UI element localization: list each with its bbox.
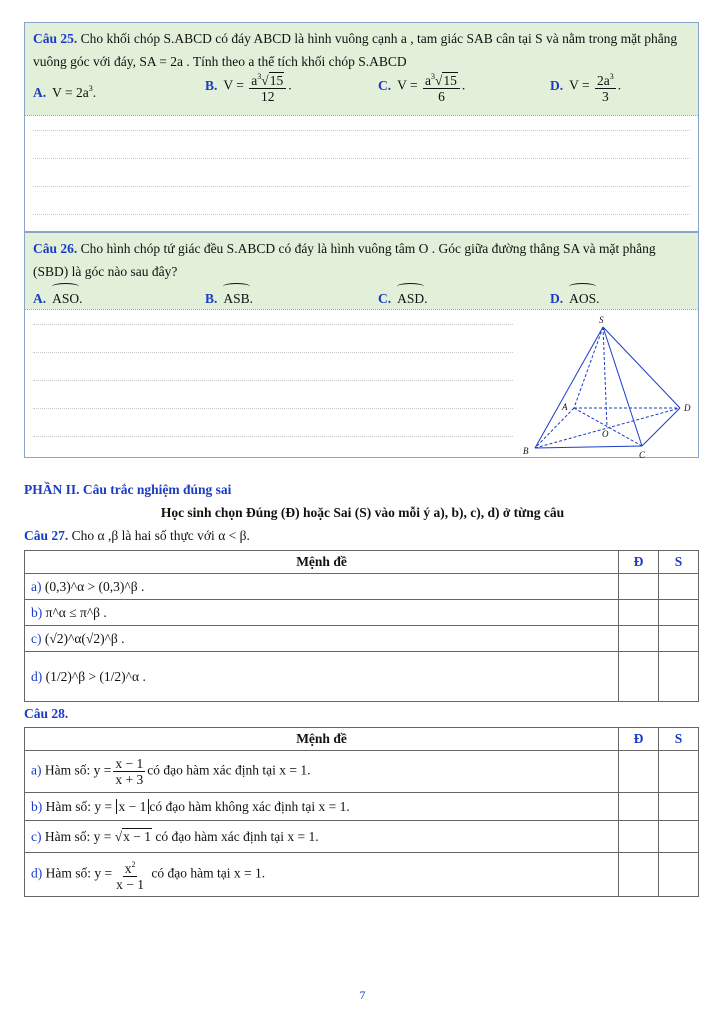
question-25-box (24, 22, 699, 232)
question-25-answer-area[interactable] (25, 115, 698, 231)
table-row: d) (1/2)^β > (1/2)^α . (25, 652, 699, 702)
pyramid-figure (517, 313, 697, 463)
svg-text:D: D (684, 403, 691, 413)
option-25-c-fraction: $\frac{a^3√15}{6}$ (423, 69, 460, 104)
true-cell[interactable] (619, 821, 659, 853)
statement-header: Mệnh đề (25, 728, 619, 751)
true-cell[interactable] (619, 793, 659, 821)
svg-text:O: O (602, 429, 609, 439)
true-cell[interactable] (619, 574, 659, 600)
option-25-b[interactable]: B. V = $\frac{a^3√15}{12}$ . (205, 69, 292, 104)
true-header: Đ (619, 728, 659, 751)
part-2-instruction: Học sinh chọn Đúng (Đ) hoặc Sai (S) vào mỗi ý a), b), c), d) ở từng câu (160, 505, 565, 520)
svg-text:S: S (599, 315, 604, 325)
table-row: b) π^α ≤ π^β . (25, 600, 699, 626)
true-cell[interactable] (619, 626, 659, 652)
true-cell[interactable] (619, 751, 659, 793)
option-25-d[interactable]: D. V = $\frac{2a^3}{3}$ . (550, 69, 621, 104)
true-cell[interactable] (619, 853, 659, 897)
option-25-b-fraction: $\frac{a^3√15}{12}$ (249, 69, 286, 104)
table-row: c) (√2)^α(√2)^β . (25, 626, 699, 652)
svg-text:A: A (562, 402, 568, 412)
option-26-c[interactable]: C. ASD. (378, 285, 428, 310)
false-cell[interactable] (659, 821, 699, 853)
false-cell[interactable] (659, 652, 699, 702)
false-cell[interactable] (659, 853, 699, 897)
question-28-label: Câu 28. (24, 706, 69, 721)
false-cell[interactable] (659, 793, 699, 821)
option-25-d-fraction: $\frac{2a^3}{3}$ (595, 69, 616, 104)
option-26-a[interactable]: A. ASO. (33, 285, 83, 310)
question-26-options (33, 283, 690, 309)
statement-header: Mệnh đề (25, 551, 619, 574)
question-27-stem: Câu 27. Cho α ,β là hai số thực với α < β. (24, 528, 250, 543)
question-25-label: Câu 25. (33, 31, 78, 46)
option-26-b[interactable]: B. ASB. (205, 285, 253, 310)
table-row: b) Hàm số: y = x − 1 có đạo hàm không xác định tại x = 1. (25, 793, 699, 821)
option-25-a[interactable]: A. $V = 2a^3$. (33, 84, 97, 100)
question-25-text: Cho khối chóp S.ABCD có đáy ABCD là hình vuông cạnh a , tam giác SAB cân tại S và nằm trong mặt phẳng vuông góc với đáy, SA = 2a . Tính theo a thể tích khối chóp S.ABCD (33, 31, 678, 69)
svg-text:B: B (523, 446, 529, 456)
question-28-table (24, 727, 699, 897)
question-25-stem (25, 23, 698, 115)
option-26-d[interactable]: D. AOS. (550, 285, 600, 310)
false-cell[interactable] (659, 574, 699, 600)
table-row: a) (0,3)^α > (0,3)^β . (25, 574, 699, 600)
question-25-options (33, 73, 690, 107)
false-header: S (659, 728, 699, 751)
part-2-title: PHẦN II. Câu trắc nghiệm đúng sai (24, 482, 232, 497)
false-cell[interactable] (659, 600, 699, 626)
false-cell[interactable] (659, 751, 699, 793)
question-26-box (24, 232, 699, 458)
question-26-stem (25, 233, 698, 309)
table-row: d) Hàm số: y = $\frac{x^2}{x - 1}$ có đạo hàm tại x = 1. (25, 853, 699, 897)
true-cell[interactable] (619, 600, 659, 626)
table-row: a) Hàm số: y = $\frac{x - 1}{x + 3}$ có đạo hàm xác định tại x = 1. (25, 751, 699, 793)
table-row: c) Hàm số: y = √x − 1 có đạo hàm xác định tại x = 1. (25, 821, 699, 853)
page-number: 7 (359, 988, 366, 1002)
question-26-text: Cho hình chóp tứ giác đều S.ABCD có đáy là hình vuông tâm O . Góc giữa đường thẳng SA và mặt phẳng (SBD) là góc nào sau đây? (33, 241, 656, 279)
false-cell[interactable] (659, 626, 699, 652)
svg-text:C: C (639, 450, 646, 460)
true-header: Đ (619, 551, 659, 574)
false-header: S (659, 551, 699, 574)
option-25-c[interactable]: C. V = $\frac{a^3√15}{6}$ . (378, 69, 465, 104)
question-27-table (24, 550, 699, 702)
question-26-label: Câu 26. (33, 241, 78, 256)
true-cell[interactable] (619, 652, 659, 702)
